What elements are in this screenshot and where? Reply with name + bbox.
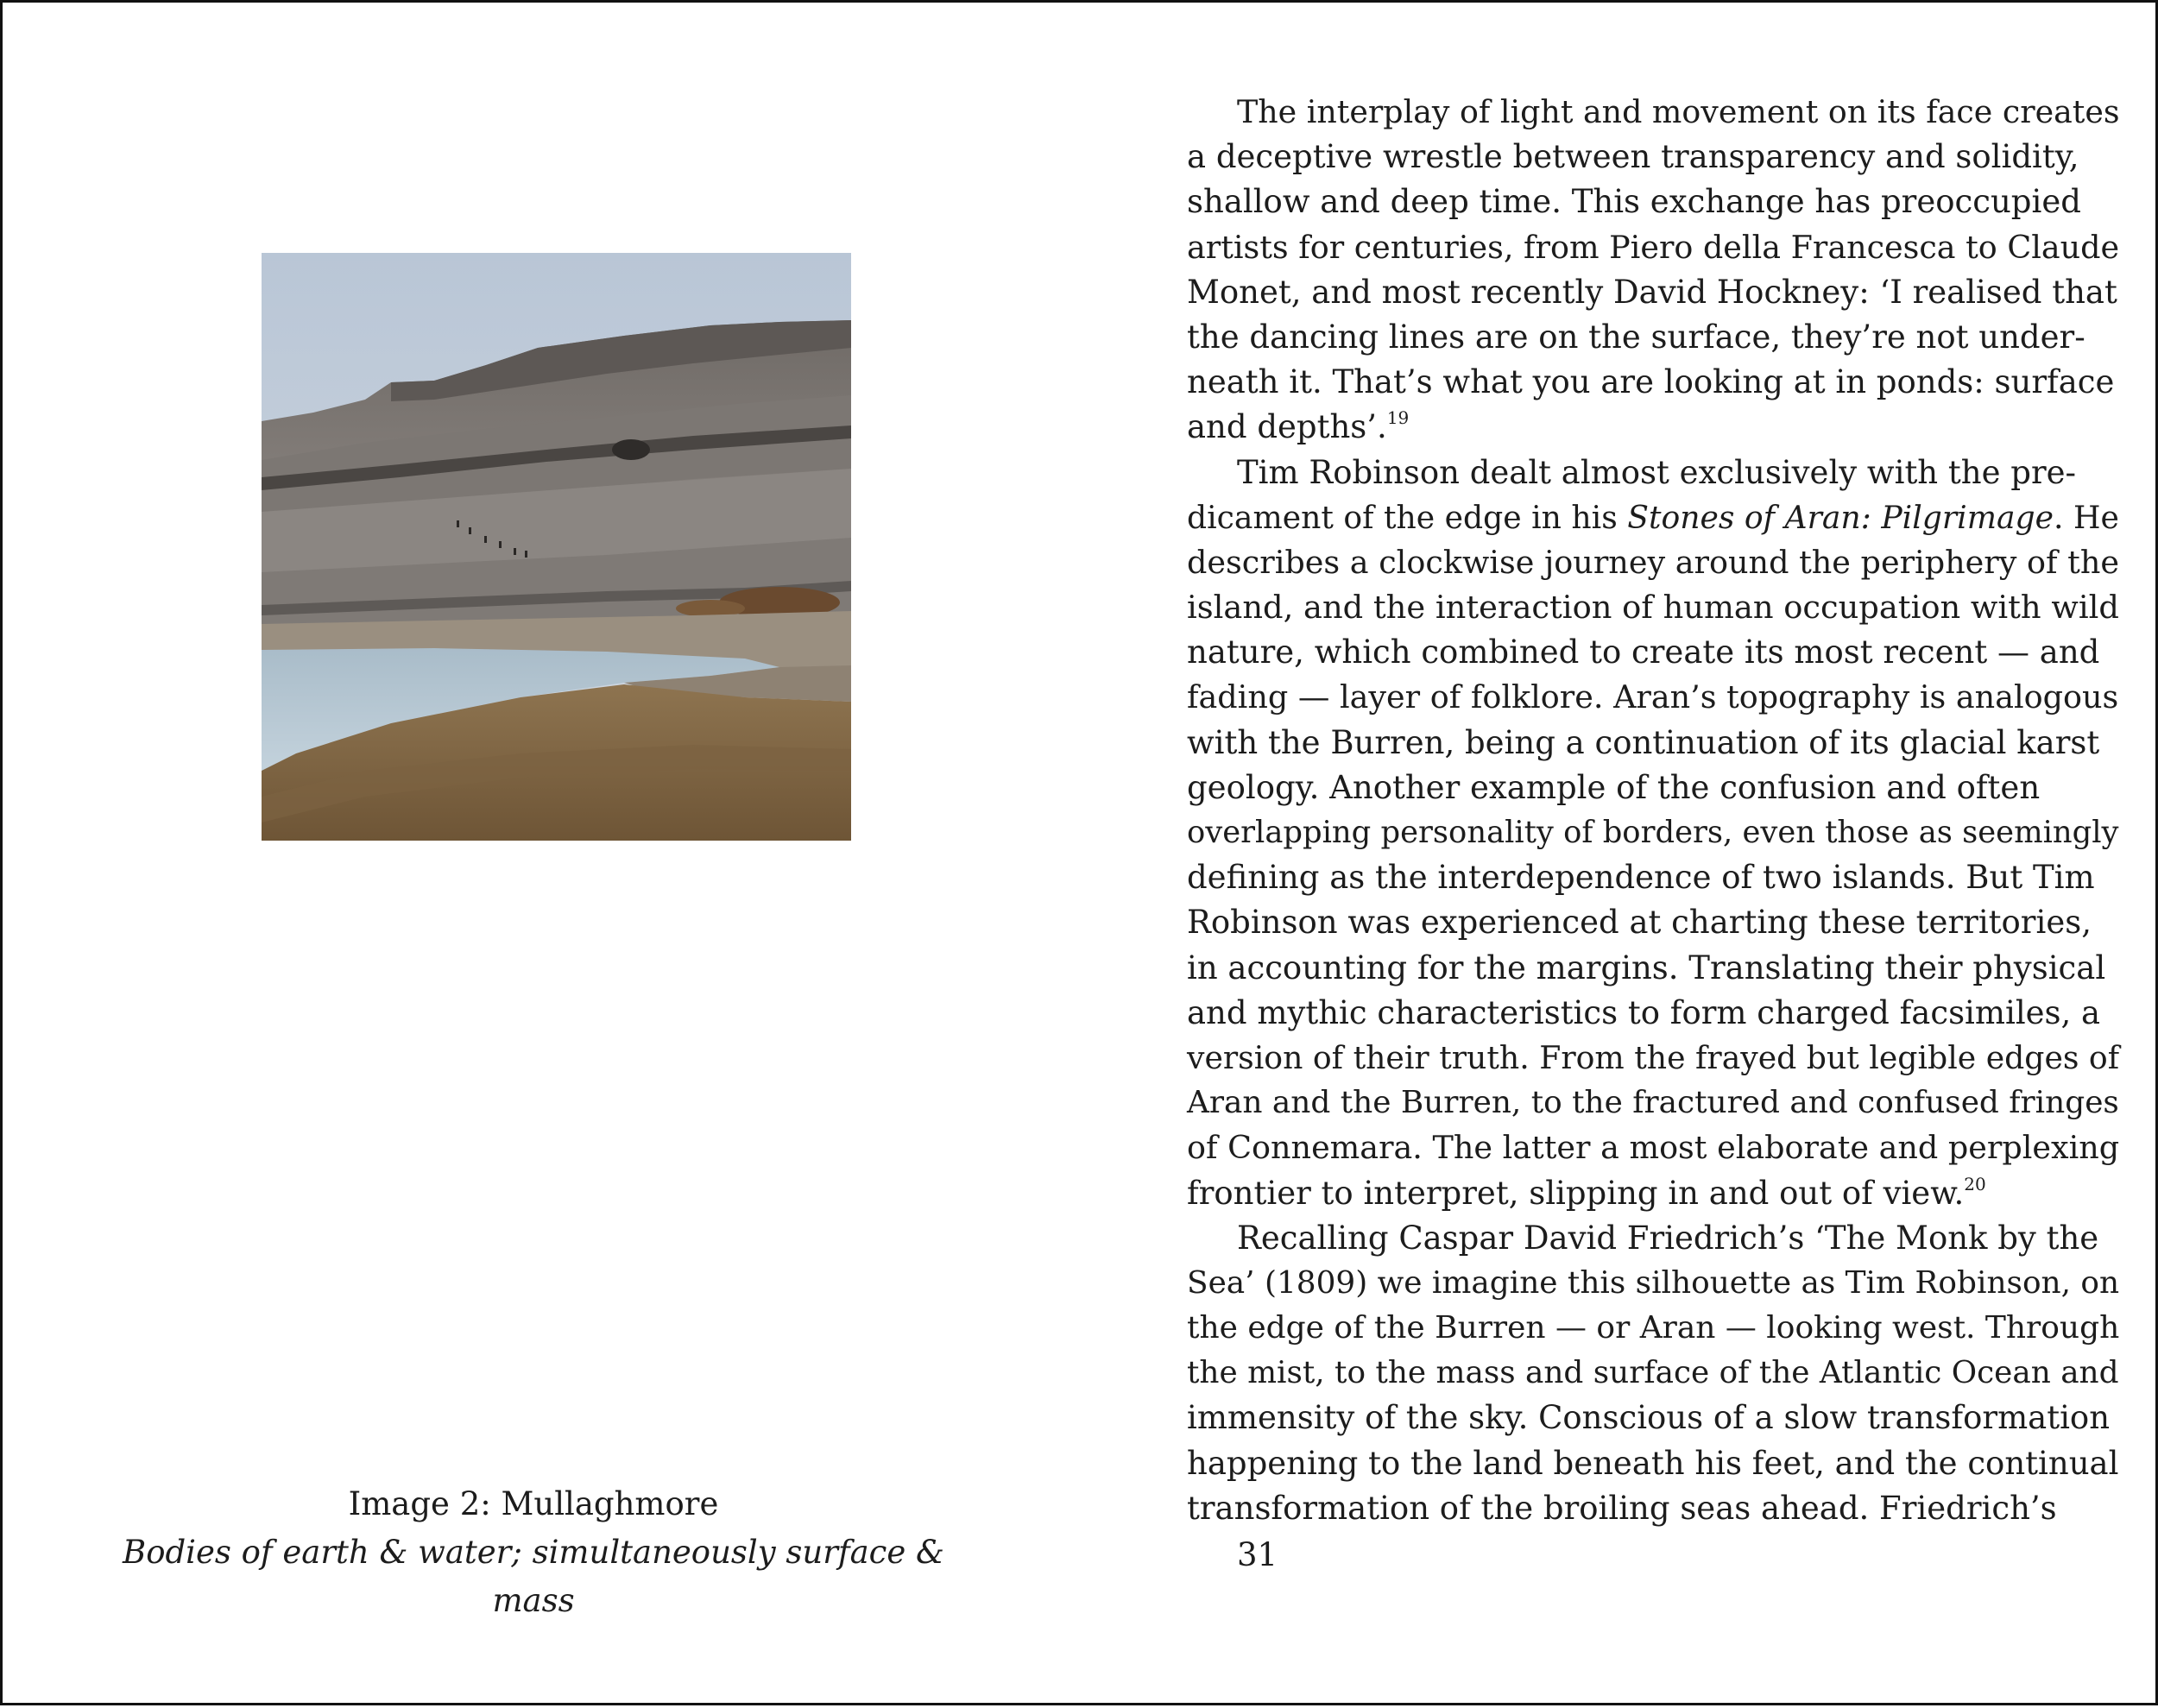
text-line: nature, which combined to create its most recent — and (1187, 633, 2100, 671)
text-line: the edge of the Burren — or Aran — looking west. Through (1187, 1310, 2120, 1346)
text-line: fading — layer of folklore. Aran’s topography is analogous (1187, 678, 2119, 716)
text-line: Robinson was experienced at charting these territories, (1187, 904, 2092, 942)
page-number: 31 (1237, 1536, 1278, 1573)
image-caption (89, 1480, 978, 1625)
text-fragment: and depths’. (1187, 408, 1387, 446)
text-line: transformation of the broiling seas ahead. Friedrich’s (1187, 1489, 2057, 1527)
text-line: shallow and deep time. This exchange has preoccupied (1187, 183, 2081, 221)
right-page (1082, 3, 2158, 1708)
mullaghmore-photo (262, 253, 851, 841)
text-line: Tim Robinson dealt almost exclusively with the pre- (1237, 453, 2077, 491)
text-line: neath it. That’s what you are looking at in ponds: surface (1187, 363, 2115, 401)
text-line: describes a clockwise journey around the periphery of the (1187, 543, 2120, 581)
footnote-marker: 20 (1964, 1173, 1986, 1194)
footnote-marker: 19 (1386, 407, 1410, 429)
text-line: Recalling Caspar David Friedrich’s ‘The Monk by the (1237, 1219, 2099, 1257)
text-line: defining as the interdependence of two islands. But Tim (1187, 859, 2095, 897)
text-line: a deceptive wrestle between transparency and solidity, (1187, 138, 2079, 176)
text-line (1187, 405, 2119, 450)
text-line: Sea’ (1809) we imagine this silhouette as Tim Robinson, on (1187, 1264, 2120, 1301)
left-page (3, 3, 1082, 1708)
text-line: geology. Another example of the confusion and often (1187, 768, 2041, 806)
text-line: overlapping personality of borders, even those as seemingly (1187, 815, 2119, 850)
text-fragment: dicament of the edge in his (1187, 498, 1628, 536)
text-line: in accounting for the margins. Translating their physical (1187, 949, 2106, 986)
text-line: Monet, and most recently David Hockney: ‘I realised that (1187, 273, 2117, 311)
text-line: The interplay of light and movement on its face creates (1237, 93, 2120, 130)
text-line: artists for centuries, from Piero della Francesca to Claude (1187, 228, 2120, 266)
text-line: with the Burren, being a continuation of its glacial karst (1187, 723, 2100, 761)
text-line (1187, 1171, 2119, 1216)
text-fragment: frontier to interpret, slipping in and out of view. (1187, 1174, 1965, 1212)
text-line: version of their truth. From the frayed but legible edges of (1187, 1038, 2120, 1076)
text-line: island, and the interaction of human occupation with wild (1187, 589, 2119, 627)
text-line: and mythic characteristics to form charged facsimiles, a (1187, 993, 2101, 1031)
text-line: of Connemara. The latter a most elaborate and perplexing (1187, 1129, 2120, 1167)
text-line: happening to the land beneath his feet, and the continual (1187, 1444, 2119, 1482)
body-text (1187, 90, 2119, 1531)
text-line: immensity of the sky. Conscious of a slow transformation (1187, 1399, 2111, 1437)
text-line: Aran and the Burren, to the fractured and confused fringes (1187, 1085, 2119, 1121)
text-line: the mist, to the mass and surface of the Atlantic Ocean and (1187, 1355, 2119, 1391)
caption-subtitle: Bodies of earth & water; simultaneously surface & mass (123, 1534, 944, 1619)
text-fragment: . He (2054, 498, 2119, 536)
caption-title: Image 2: Mullaghmore (348, 1485, 719, 1522)
text-line: the dancing lines are on the surface, they’re not under- (1187, 318, 2085, 356)
book-title: Stones of Aran: Pilgrimage (1627, 498, 2054, 536)
landscape-image (262, 253, 851, 841)
text-line (1187, 495, 2119, 540)
